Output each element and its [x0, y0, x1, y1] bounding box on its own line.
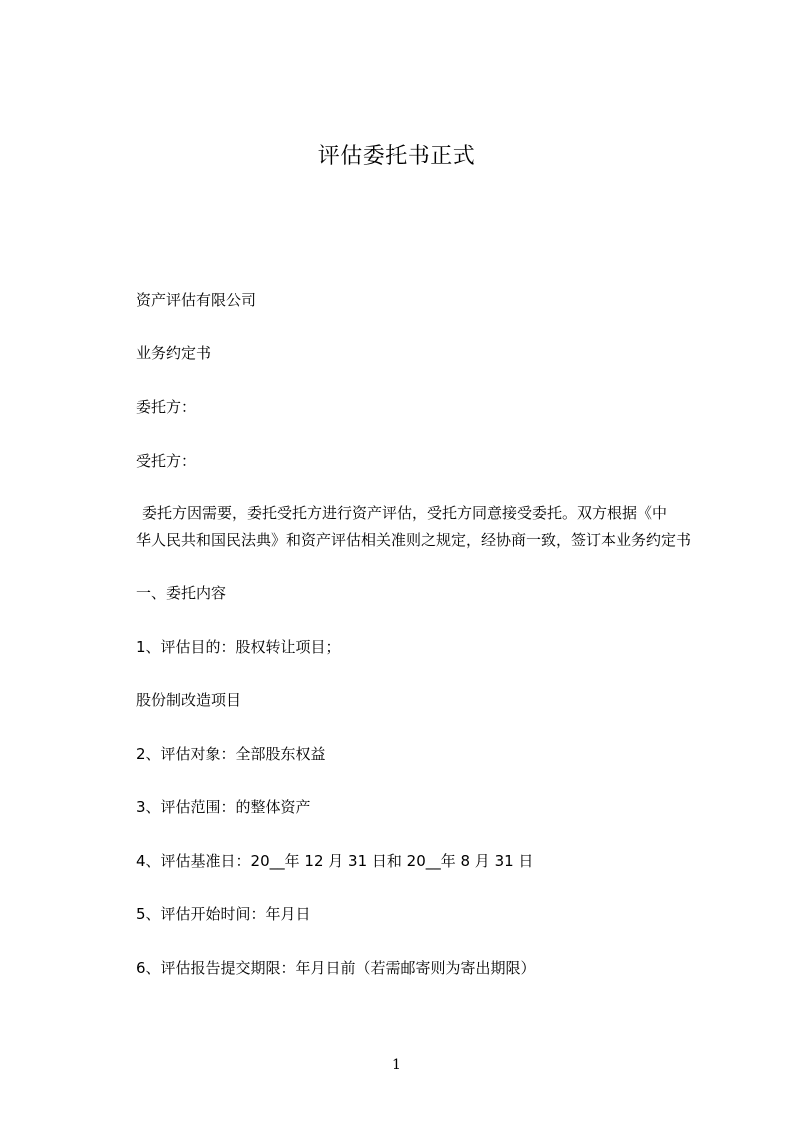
- list-item: 1、评估目的：股权转让项目；: [136, 638, 341, 656]
- intro-line-1: 委托方因需要，委托受托方进行资产评估，受托方同意接受委托。双方根据《中: [142, 504, 668, 522]
- list-item: 6、评估报告提交期限：年月日前（若需邮寄则为寄出期限）: [136, 959, 536, 977]
- client-label: 委托方：: [136, 398, 197, 416]
- agreement-heading: 业务约定书: [136, 344, 212, 362]
- list-item: 股份制改造项目: [136, 691, 242, 709]
- list-item: 5、评估开始时间：年月日: [136, 905, 311, 923]
- list-item: 4、评估基准日：20__年 12 月 31 日和 20__年 8 月 31 日: [136, 852, 534, 870]
- intro-line-2: 华人民共和国民法典》和资产评估相关准则之规定，经协商一致，签订本业务约定书: [136, 531, 692, 549]
- intro-paragraph: [136, 500, 696, 554]
- trustee-label: 受托方：: [136, 452, 197, 470]
- company-name: 资产评估有限公司: [136, 291, 257, 309]
- document-title: 评估委托书正式: [317, 144, 476, 169]
- page-number: 1: [392, 1057, 401, 1073]
- list-item: 3、评估范围：的整体资产: [136, 798, 311, 816]
- list-item: 2、评估对象：全部股东权益: [136, 745, 326, 763]
- section-title: 一、委托内容: [136, 584, 227, 602]
